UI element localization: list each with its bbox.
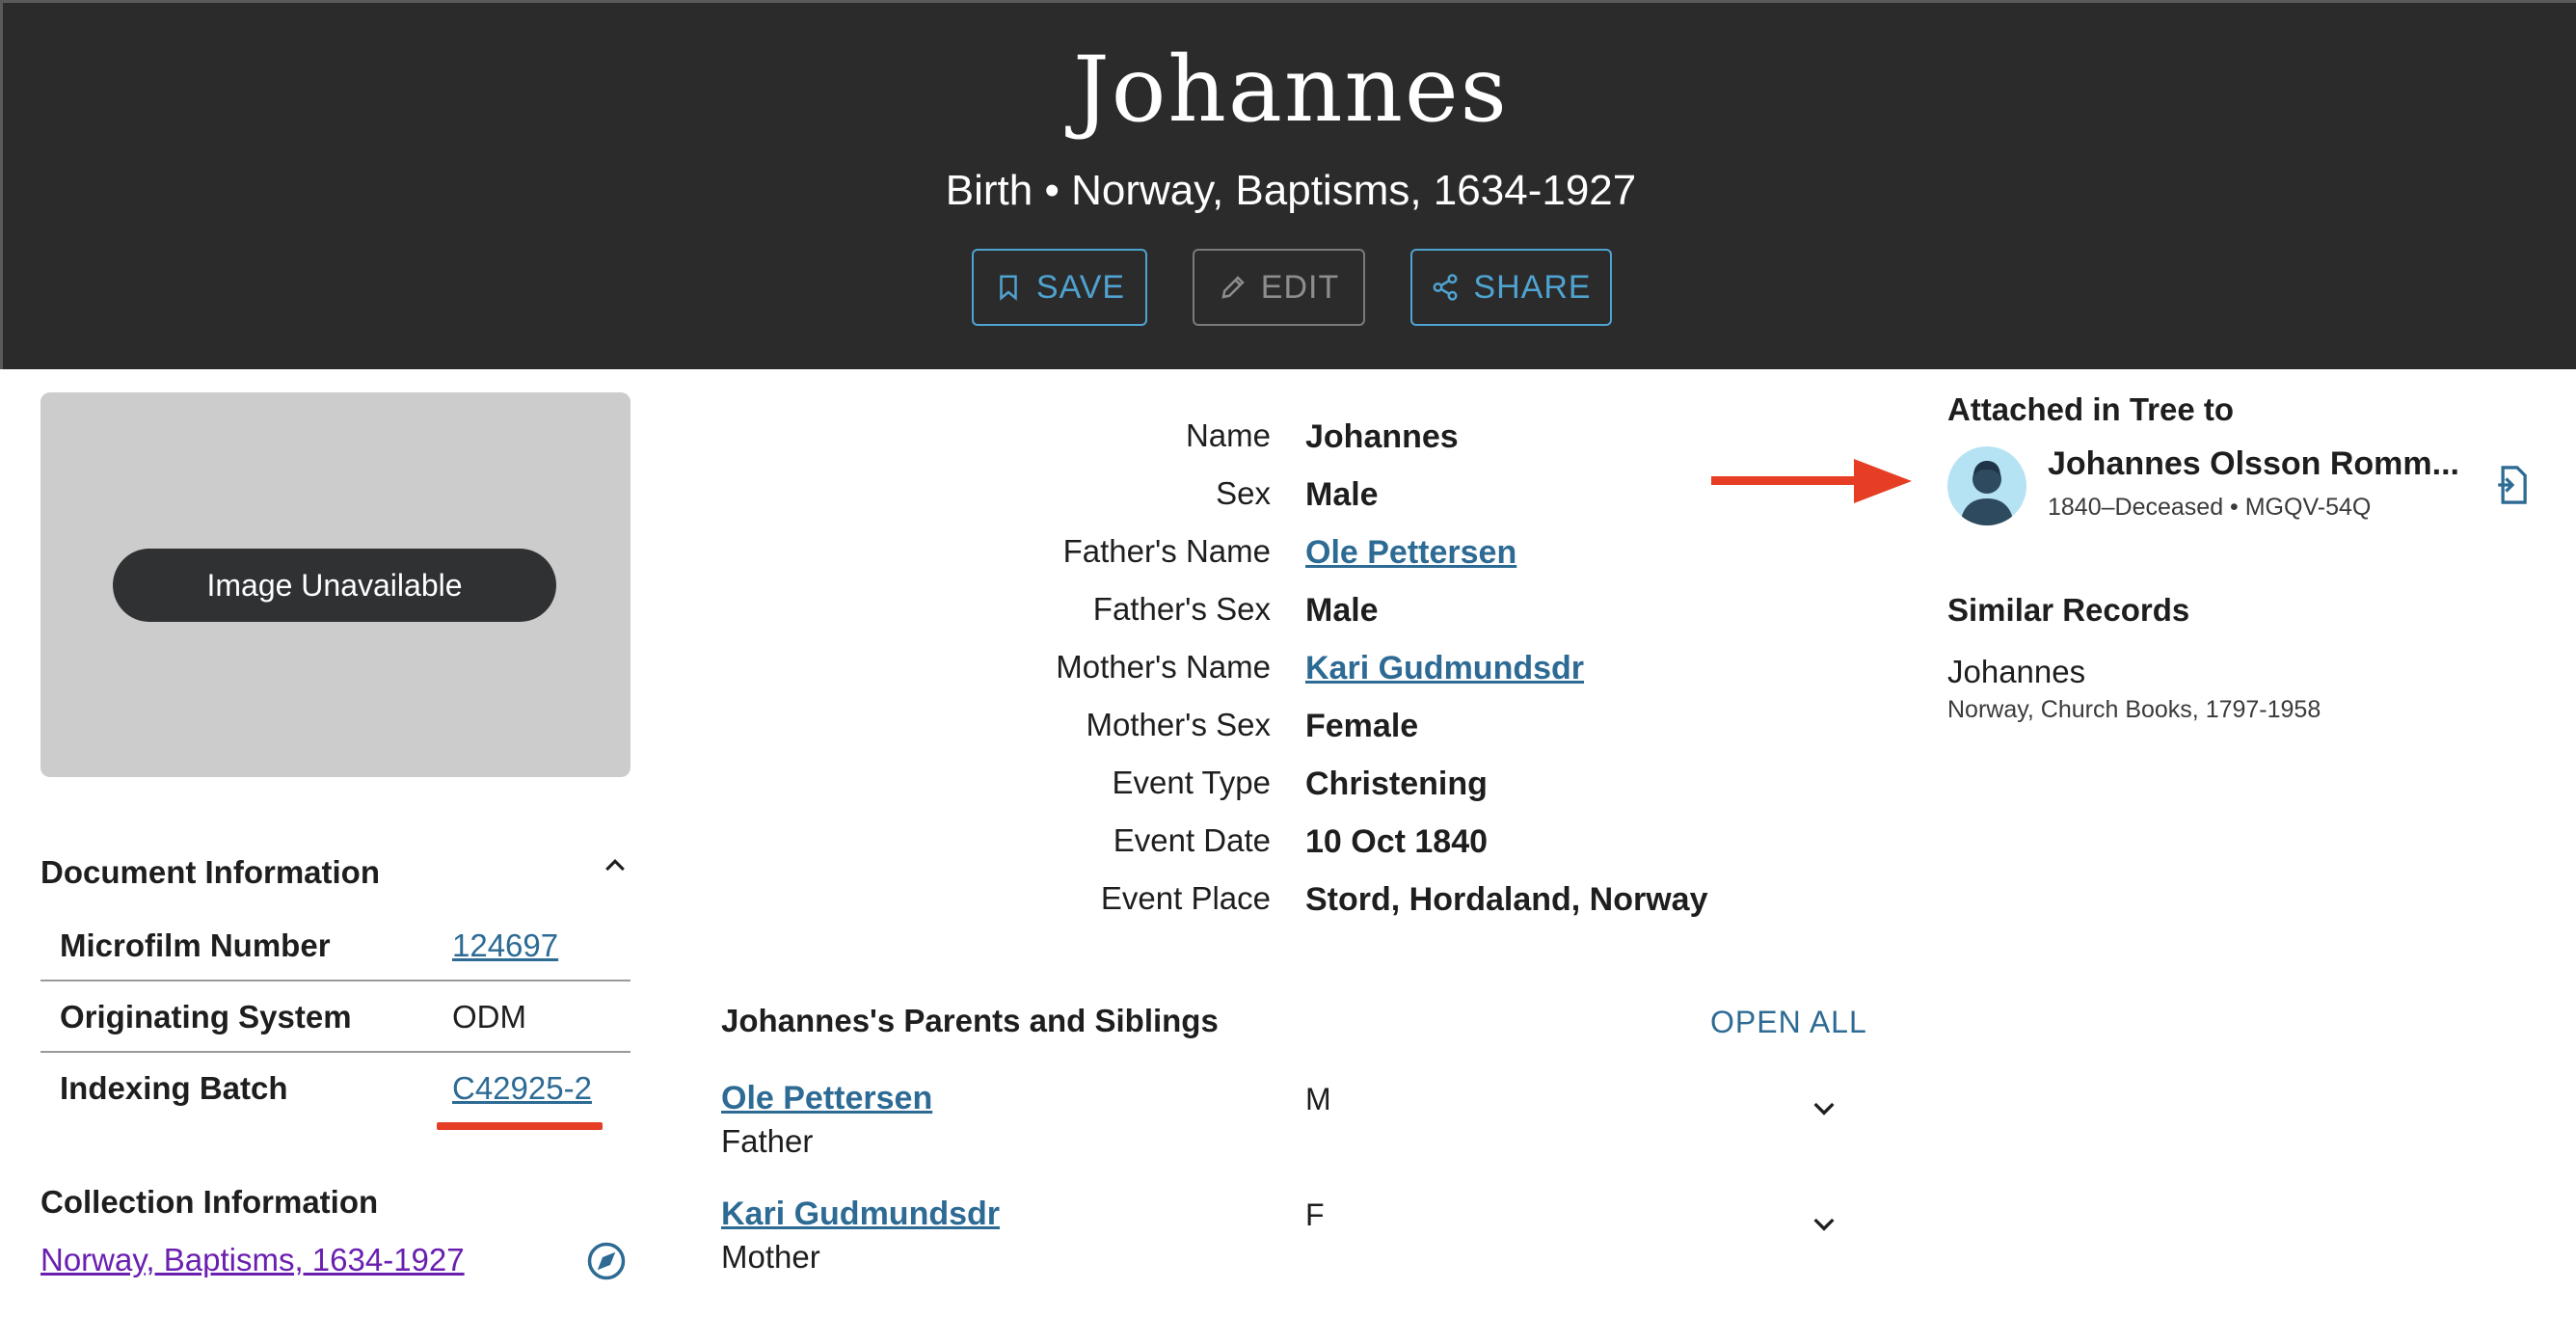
- fact-value-event-date: 10 Oct 1840: [1305, 823, 1489, 860]
- save-button[interactable]: [972, 249, 1147, 326]
- fact-value-event-type: Christening: [1305, 766, 1488, 802]
- originating-system-value: ODM: [452, 999, 526, 1035]
- fact-label-event-place: Event Place: [1100, 880, 1271, 916]
- member-sex: F: [1305, 1197, 1325, 1232]
- compass-icon[interactable]: [586, 1241, 627, 1281]
- doc-row-microfilm: [40, 910, 631, 981]
- fact-label-event-date: Event Date: [1113, 822, 1271, 858]
- fact-value-sex: Male: [1305, 476, 1379, 513]
- record-header: [0, 0, 2576, 369]
- record-title: Johannes: [1073, 38, 1509, 143]
- attached-person-meta: 1840–Deceased • MGQV-54Q: [2048, 494, 2372, 521]
- chevron-down-icon[interactable]: [1809, 1092, 1839, 1123]
- image-unavailable-badge: Image Unavailable: [113, 549, 556, 622]
- avatar[interactable]: [1947, 446, 2026, 525]
- fathers-name-link[interactable]: Ole Pettersen: [1305, 534, 1517, 571]
- parents-siblings-title: Johannes's Parents and Siblings: [721, 1003, 1219, 1038]
- pencil-icon: [1219, 273, 1248, 302]
- similar-records-title: Similar Records: [1947, 592, 2190, 628]
- document-info-title: Document Information: [40, 854, 380, 890]
- share-label: SHARE: [1473, 268, 1592, 306]
- doc-row-indexing-batch: [40, 1053, 631, 1124]
- member-name-link[interactable]: Kari Gudmundsdr: [721, 1196, 1001, 1232]
- fact-value-event-place: Stord, Hordaland, Norway: [1305, 881, 1708, 918]
- fact-label-mothers-name: Mother's Name: [1056, 649, 1271, 685]
- fact-value-name: Johannes: [1305, 418, 1459, 455]
- member-relation: Father: [721, 1123, 814, 1159]
- fact-label-name: Name: [1185, 417, 1271, 453]
- fact-label-fathers-sex: Father's Sex: [1092, 591, 1271, 627]
- save-label: SAVE: [1035, 268, 1126, 306]
- doc-label: Indexing Batch: [60, 1070, 288, 1106]
- doc-row-originating-system: [40, 981, 631, 1053]
- share-button[interactable]: [1410, 249, 1612, 326]
- fact-value-mothers-sex: Female: [1305, 708, 1419, 744]
- annotation-arrow-icon: [1711, 457, 1914, 505]
- fact-label-mothers-sex: Mother's Sex: [1086, 707, 1271, 742]
- fact-value-fathers-sex: Male: [1305, 592, 1379, 629]
- fact-label-fathers-name: Father's Name: [1062, 533, 1271, 569]
- similar-record-collection: Norway, Church Books, 1797-1958: [1947, 696, 2321, 723]
- detach-record-icon[interactable]: [2493, 463, 2532, 507]
- collection-link[interactable]: Norway, Baptisms, 1634-1927: [40, 1242, 465, 1277]
- member-relation: Mother: [721, 1239, 820, 1275]
- doc-label: Originating System: [60, 999, 352, 1035]
- edit-button[interactable]: [1193, 249, 1365, 326]
- bookmark-icon: [994, 273, 1023, 302]
- collection-info-title: Collection Information: [40, 1184, 379, 1220]
- microfilm-number-link[interactable]: 124697: [452, 927, 559, 963]
- attached-in-tree-title: Attached in Tree to: [1947, 391, 2235, 427]
- share-icon: [1431, 273, 1460, 302]
- doc-label: Microfilm Number: [60, 927, 331, 963]
- fact-label-event-type: Event Type: [1112, 765, 1271, 800]
- mothers-name-link[interactable]: Kari Gudmundsdr: [1305, 650, 1585, 686]
- open-all-button[interactable]: OPEN ALL: [1710, 1005, 1867, 1039]
- edit-label: EDIT: [1260, 268, 1340, 306]
- fact-label-sex: Sex: [1216, 475, 1271, 511]
- member-sex: M: [1305, 1082, 1331, 1116]
- record-subtitle: Birth • Norway, Baptisms, 1634-1927: [945, 167, 1637, 214]
- similar-record-link[interactable]: Johannes: [1947, 654, 2086, 689]
- indexing-batch-link[interactable]: C42925-2: [452, 1070, 592, 1106]
- annotation-underline: [437, 1122, 603, 1130]
- member-name-link[interactable]: Ole Pettersen: [721, 1080, 933, 1116]
- attached-person-link[interactable]: Johannes Olsson Romm...: [2048, 445, 2459, 482]
- person-silhouette-icon: [1947, 446, 2026, 525]
- chevron-down-icon[interactable]: [1809, 1208, 1839, 1239]
- chevron-up-icon[interactable]: [601, 850, 630, 879]
